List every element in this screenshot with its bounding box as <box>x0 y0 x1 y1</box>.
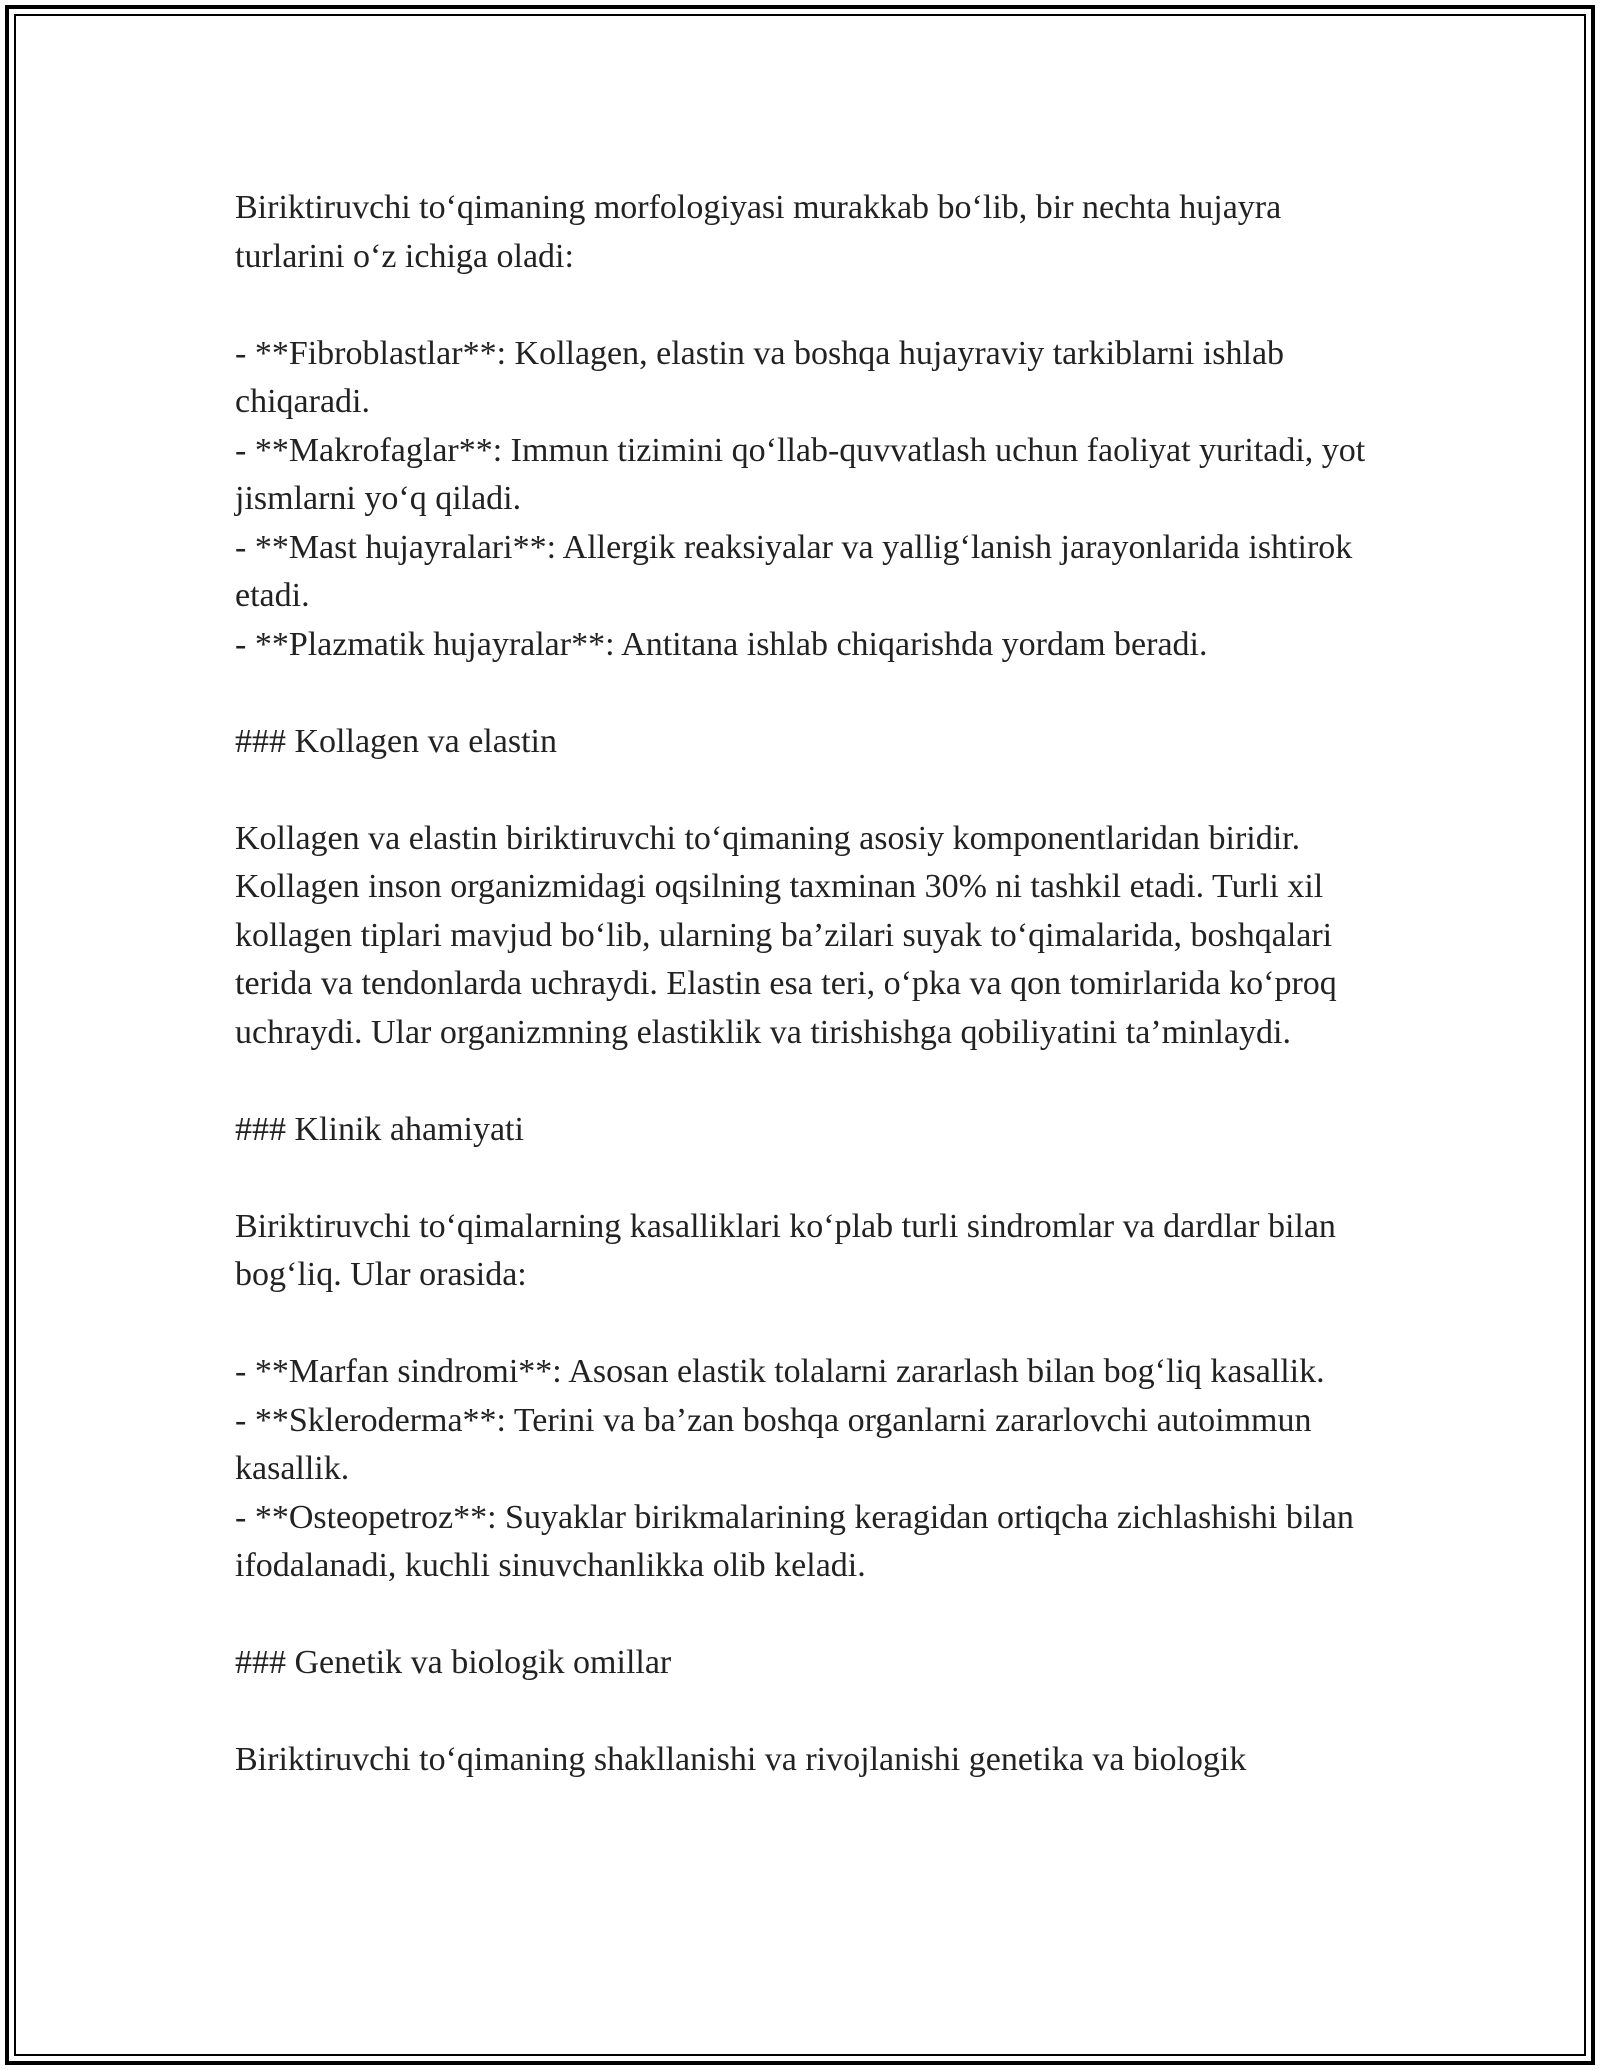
paragraph-gap <box>235 281 1385 330</box>
paragraph-gap <box>235 669 1385 718</box>
heading-genetic: ### Genetik va biologik omillar <box>235 1644 672 1681</box>
intro-paragraph: Biriktiruvchi to‘qimaning morfologiyasi murakkab bo‘lib, bir nechta hujayra turlarini o‘z ichiga oladi: <box>235 189 1282 275</box>
paragraph-gap <box>235 1591 1385 1640</box>
paragraph-gap <box>235 1154 1385 1203</box>
list-item-marfan: - **Marfan sindromi**: Asosan elastik tolalarni zararlash bilan bog‘liq kasallik. <box>235 1353 1325 1390</box>
list-item-scleroderma: - **Skleroderma**: Terini va ba’zan boshqa organlarni zararlovchi autoimmun kasallik. <box>235 1401 1312 1487</box>
list-item-osteopetrosis: - **Osteopetroz**: Suyaklar birikmalarining keragidan ortiqcha zichlashishi bilan ifodalanadi, kuchli sinuvchanlikka olib keladi. <box>235 1498 1354 1584</box>
clinical-paragraph: Biriktiruvchi to‘qimalarning kasalliklari ko‘plab turli sindromlar va dardlar bilan bog‘liq. Ular orasida: <box>235 1207 1336 1293</box>
document-body <box>235 184 1385 1785</box>
paragraph-gap <box>235 1300 1385 1349</box>
list-item-fibroblasts: - **Fibroblastlar**: Kollagen, elastin va boshqa hujayraviy tarkiblarni ishlab chiqaradi. <box>235 334 1285 420</box>
list-item-mast-cells: - **Mast hujayralari**: Allergik reaksiyalar va yallig‘lanish jarayonlarida ishtirok etadi. <box>235 528 1353 614</box>
paragraph-gap <box>235 1057 1385 1106</box>
genetic-paragraph: Biriktiruvchi to‘qimaning shakllanishi va rivojlanishi genetika va biologik <box>235 1741 1247 1778</box>
heading-clinical: ### Klinik ahamiyati <box>235 1110 524 1148</box>
list-item-macrophages: - **Makrofaglar**: Immun tizimini qo‘llab-quvvatlash uchun faoliyat yuritadi, yot jismlarni yo‘q qiladi. <box>235 431 1366 517</box>
paragraph-gap <box>235 1688 1385 1737</box>
heading-collagen-elastin: ### Kollagen va elastin <box>235 722 557 760</box>
paragraph-gap <box>235 766 1385 815</box>
collagen-paragraph: Kollagen va elastin biriktiruvchi to‘qimaning asosiy komponentlaridan biridir. Kollagen inson organizmidagi oqsilning taxminan 30% ni tashkil etadi. Turli xil kollagen tiplari mavjud bo‘lib, ularning ba’zilari suyak to‘qimalarida, boshqalari terida va tendonlarda uchraydi. Elastin esa teri, o‘pka va qon tomirlarida ko‘proq uchraydi. Ular organizmning elastiklik va tirishishga qobiliyatini ta’minlaydi. <box>235 819 1337 1051</box>
list-item-plasma-cells: - **Plazmatik hujayralar**: Antitana ishlab chiqarishda yordam beradi. <box>235 625 1208 663</box>
